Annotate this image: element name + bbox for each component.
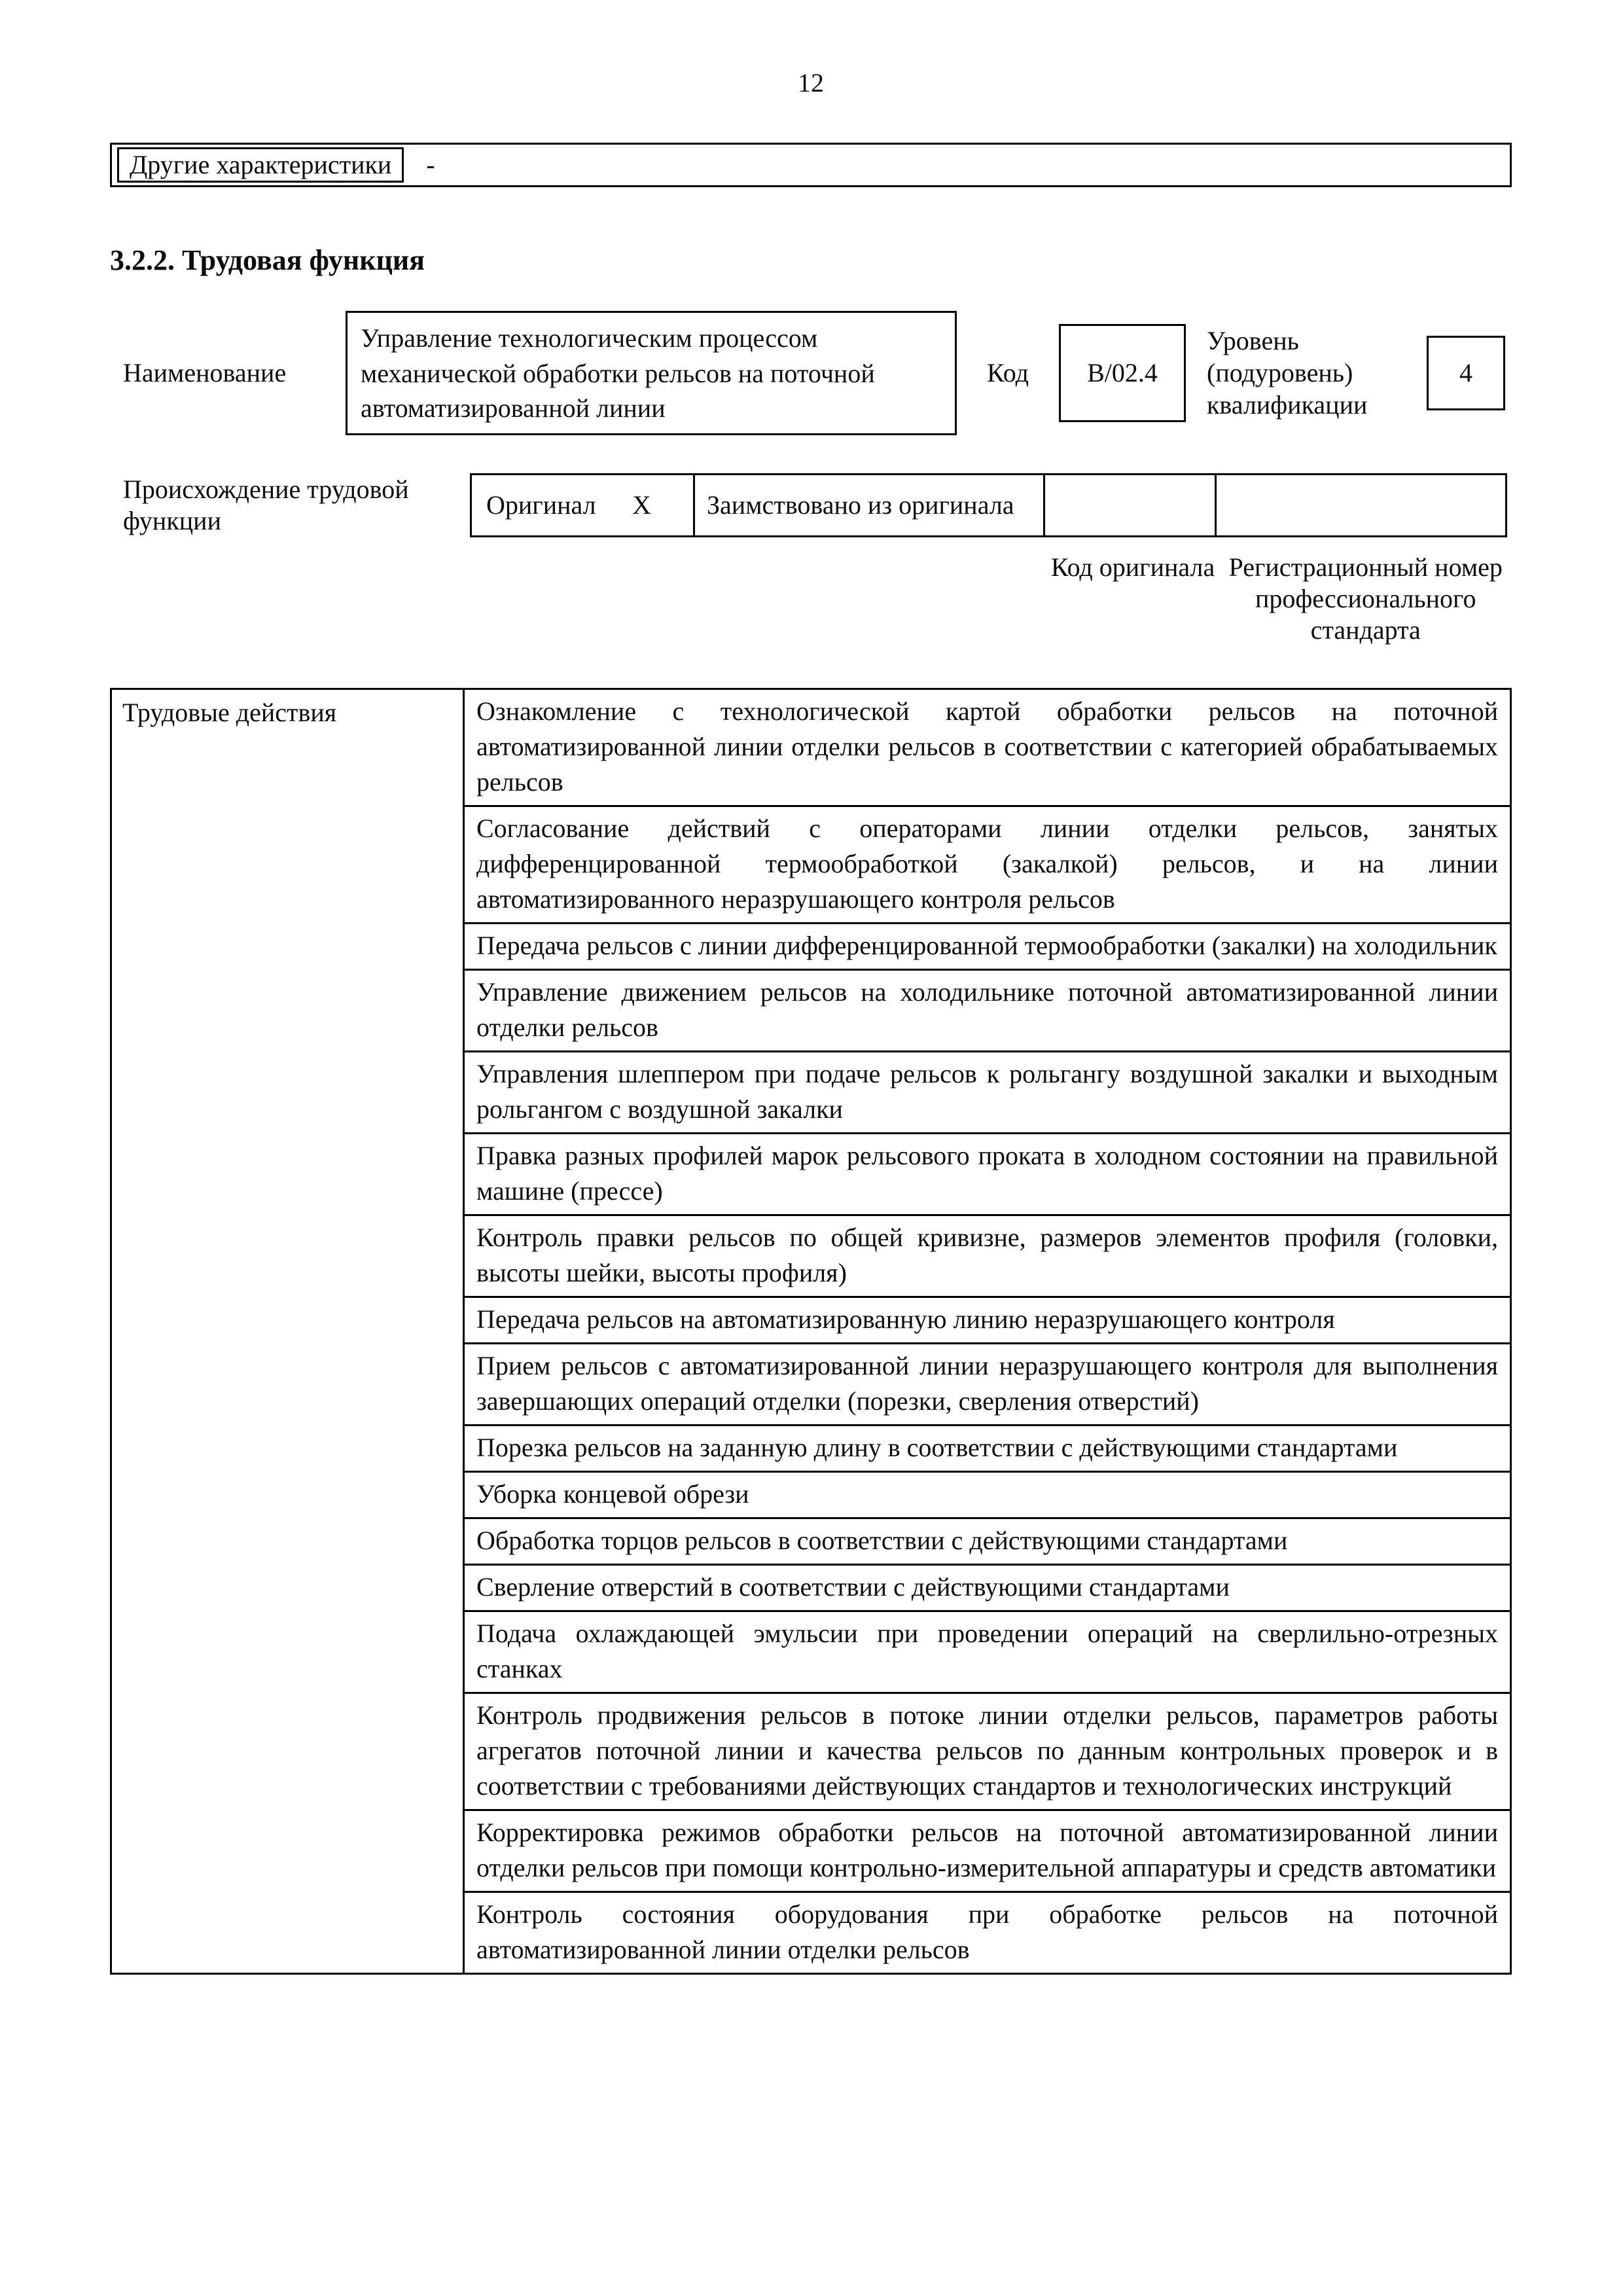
origin-cell-reg-number <box>1215 473 1507 537</box>
reg-number-caption: Регистрационный номер профессионального стандарта <box>1228 552 1503 645</box>
name-label: Наименование <box>123 358 287 388</box>
code-label: Код <box>987 358 1029 388</box>
code-original-caption: Код оригинала <box>1050 552 1215 582</box>
table-row: Прием рельсов с автоматизированной линии неразрушающего контроля для выполнения завершающих операций отделки (порезки, сверления отверстий) <box>465 1344 1510 1426</box>
labor-actions-table <box>110 688 1512 1975</box>
level-label: Уровень (подуровень) квалификации <box>1207 325 1368 420</box>
table-row: Контроль продвижения рельсов в потоке линии отделки рельсов, параметров работы агрегатов поточной линии и качества рельсов по данным контрольных проверок и в соответствии с требованиями действующих стандартов и технологических инструкций <box>465 1694 1510 1811</box>
original-label: Оригинал <box>486 490 596 520</box>
labor-actions-rows <box>465 690 1510 1973</box>
origin-captions <box>110 552 1512 646</box>
origin-label: Происхождение трудовой функции <box>123 474 409 535</box>
table-row: Сверление отверстий в соответствии с действующими стандартами <box>465 1566 1510 1612</box>
borrowed-label: Заимствовано из оригинала <box>707 490 1014 520</box>
origin-cell-original <box>470 473 695 537</box>
origin-row <box>110 473 1512 537</box>
page-number: 12 <box>798 68 824 98</box>
table-row: Порезка рельсов на заданную длину в соответствии с действующими стандартами <box>465 1426 1510 1473</box>
table-row: Передача рельсов на автоматизированную линию неразрушающего контроля <box>465 1298 1510 1344</box>
origin-cell-borrowed <box>693 473 1045 537</box>
level-value-box: 4 <box>1427 336 1505 410</box>
section-heading: 3.2.2. Трудовая функция <box>110 244 425 276</box>
table-row: Передача рельсов с линии дифференцированной термообработки (закалки) на холодильник <box>465 924 1510 971</box>
other-characteristics-label: Другие характеристики <box>117 147 404 183</box>
table-row: Контроль правки рельсов по общей кривизне, размеров элементов профиля (головки, высоты шейки, высоты профиля) <box>465 1216 1510 1298</box>
origin-cell-code-original <box>1043 473 1217 537</box>
original-mark: X <box>632 490 651 520</box>
table-row: Корректировка режимов обработки рельсов на поточной автоматизированной линии отделки рельсов при помощи контрольно-измерительной аппаратуры и средств автоматики <box>465 1811 1510 1893</box>
table-row: Ознакомление с технологической картой обработки рельсов на поточной автоматизированной линии отделки рельсов в соответствии с категорией обрабатываемых рельсов <box>465 690 1510 807</box>
labor-actions-label: Трудовые действия <box>112 690 465 1973</box>
other-characteristics-value: - <box>426 150 435 179</box>
caption-spacer <box>110 552 1046 646</box>
table-row: Уборка концевой обрези <box>465 1473 1510 1519</box>
table-row: Обработка торцов рельсов в соответствии с действующими стандартами <box>465 1519 1510 1566</box>
table-row: Согласование действий с операторами линии отделки рельсов, занятых дифференцированной термообработкой (закалкой) рельсов, и на линии автоматизированного неразрушающего контроля рельсов <box>465 807 1510 924</box>
other-characteristics-row <box>110 143 1512 187</box>
table-row: Подача охлаждающей эмульсии при проведении операций на сверлильно-отрезных станках <box>465 1612 1510 1694</box>
function-code-box: В/02.4 <box>1059 324 1186 422</box>
function-header-row <box>110 311 1512 435</box>
function-name-box: Управление технологическим процессом механической обработки рельсов на поточной автоматизированной линии <box>346 311 957 435</box>
origin-cells <box>470 473 1507 537</box>
table-row: Управления шлеппером при подаче рельсов к рольгангу воздушной закалки и выходным рольгангом с воздушной закалки <box>465 1052 1510 1134</box>
table-row: Управление движением рельсов на холодильнике поточной автоматизированной линии отделки рельсов <box>465 971 1510 1052</box>
table-row: Контроль состояния оборудования при обработке рельсов на поточной автоматизированной линии отделки рельсов <box>476 1899 1498 1964</box>
table-row: Правка разных профилей марок рельсового проката в холодном состоянии на правильной машине (прессе) <box>465 1134 1510 1216</box>
